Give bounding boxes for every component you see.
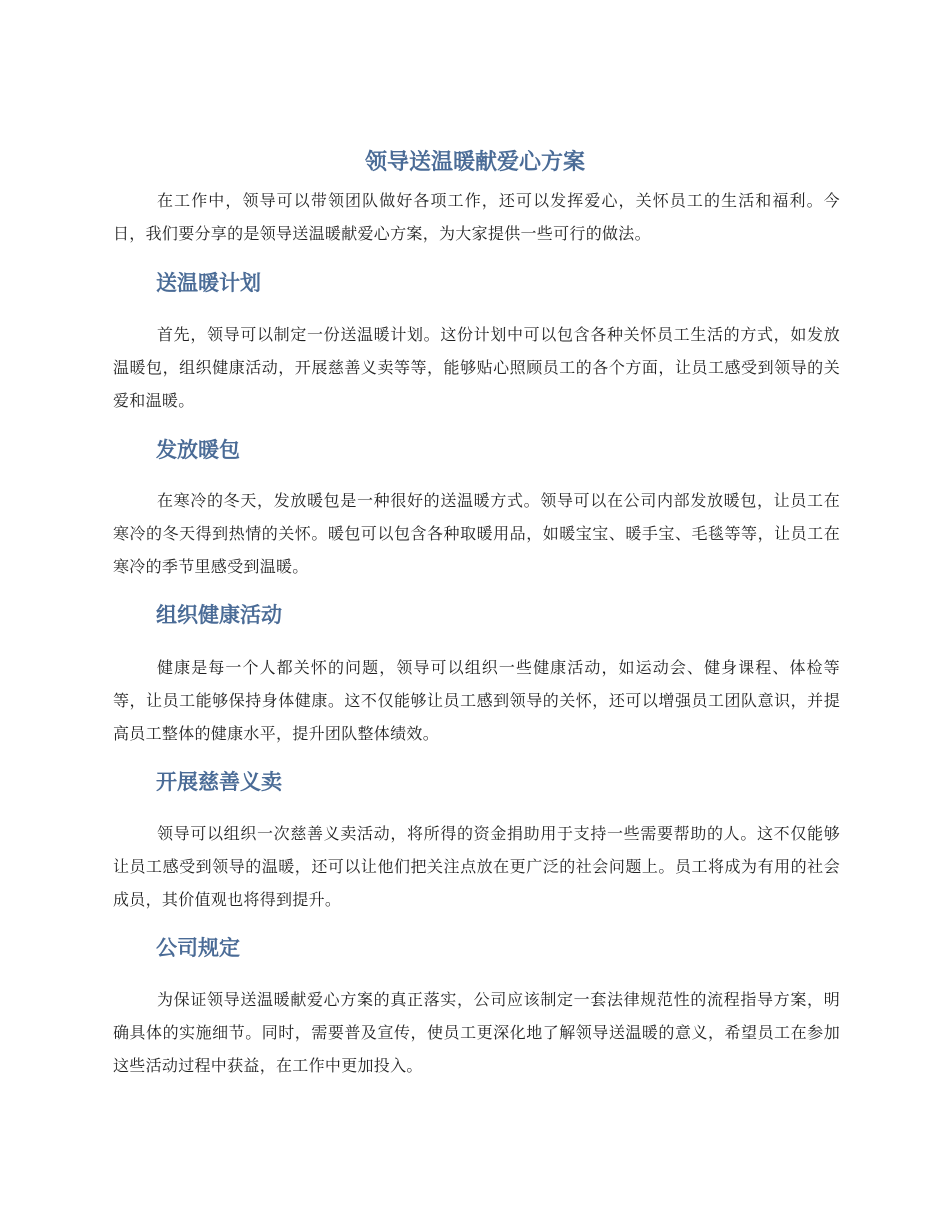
section-body-charity-sale: 领导可以组织一次慈善义卖活动，将所得的资金捐助用于支持一些需要帮助的人。这不仅能够让员工感受到领导的温暖，还可以让他们把关注点放在更广泛的社会问题上。员工将成为有用的社会成员，其价值观也将得到提升。 xyxy=(113,824,840,909)
intro-paragraph: 在工作中，领导可以带领团队做好各项工作，还可以发挥爱心，关怀员工的生活和福利。今日，我们要分享的是领导送温暖献爱心方案，为大家提供一些可行的做法。 xyxy=(113,191,840,243)
section-body-warm-packs: 在寒冷的冬天，发放暖包是一种很好的送温暖方式。领导可以在公司内部发放暖包，让员工在寒冷的冬天得到热情的关怀。暖包可以包含各种取暖用品，如暖宝宝、暖手宝、毛毯等等，让员工在寒冷的季节里感受到温暖。 xyxy=(113,491,840,576)
section-body-company-rules: 为保证领导送温暖献爱心方案的真正落实，公司应该制定一套法律规范性的流程指导方案，明确具体的实施细节。同时，需要普及宣传，使员工更深化地了解领导送温暖的意义，希望员工在参加这些活动过程中获益，在工作中更加投入。 xyxy=(113,990,840,1075)
section-heading-company-rules: 公司规定 xyxy=(156,936,240,960)
section-heading-health-activities: 组织健康活动 xyxy=(156,603,282,627)
section-heading-charity-sale: 开展慈善义卖 xyxy=(156,770,282,794)
page-title: 领导送温暖献爱心方案 xyxy=(364,150,585,175)
section-heading-warm-packs: 发放暖包 xyxy=(156,438,240,462)
section-heading-warmth-plan: 送温暖计划 xyxy=(156,271,261,295)
section-body-warmth-plan: 首先，领导可以制定一份送温暖计划。这份计划中可以包含各种关怀员工生活的方式，如发放温暖包，组织健康活动，开展慈善义卖等等，能够贴心照顾员工的各个方面，让员工感受到领导的关爱和温暖。 xyxy=(113,325,840,410)
section-body-health-activities: 健康是每一个人都关怀的问题，领导可以组织一些健康活动，如运动会、健身课程、体检等等，让员工能够保持身体健康。这不仅能够让员工感到领导的关怀，还可以增强员工团队意识，并提高员工整体的健康水平，提升团队整体绩效。 xyxy=(113,658,840,743)
